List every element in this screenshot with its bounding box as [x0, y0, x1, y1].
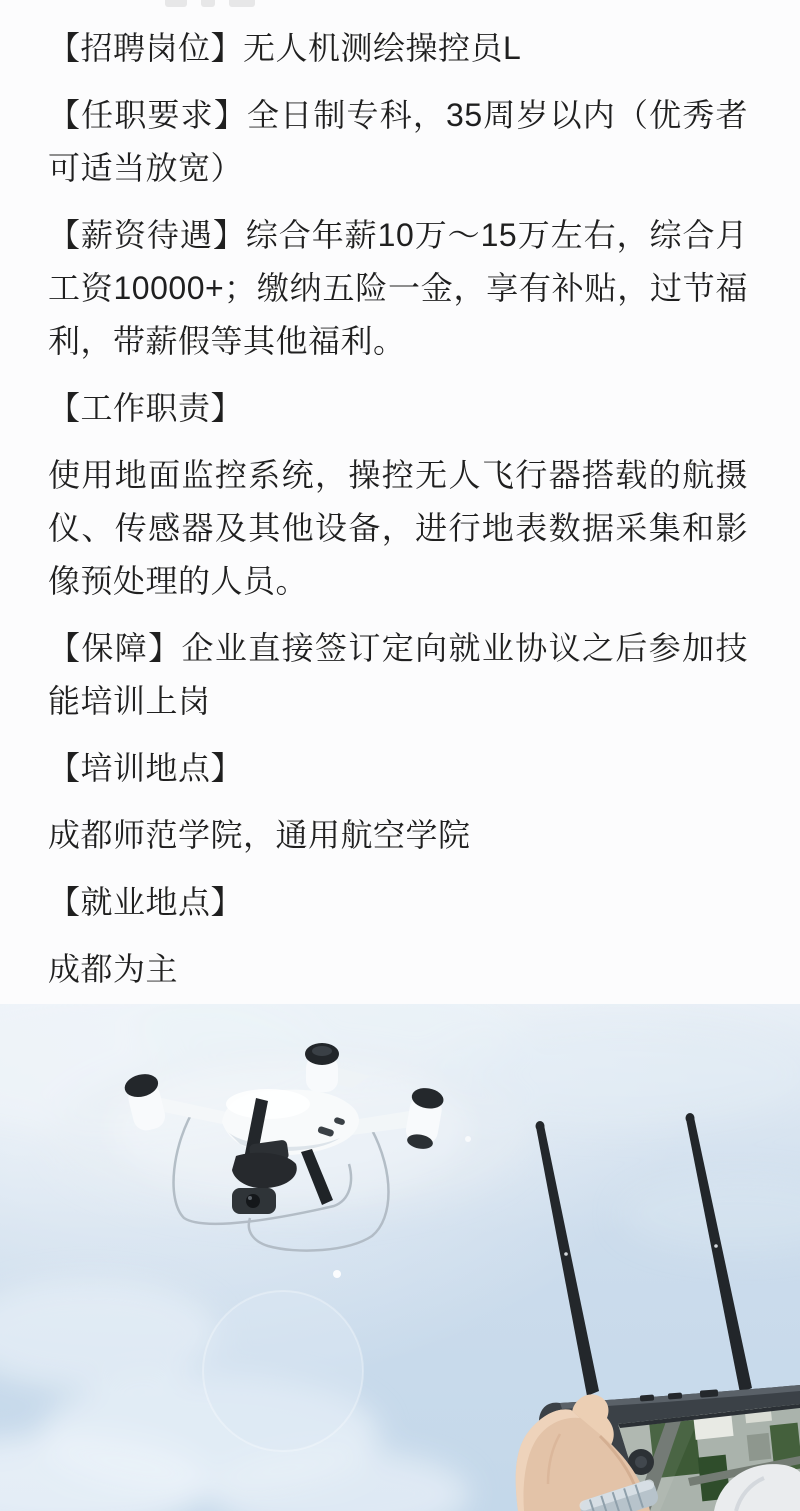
post-paragraph: 【保障】企业直接签订定向就业协议之后参加技能培训上岗 [48, 630, 748, 719]
post-paragraph: 【招聘岗位】无人机测绘操控员L [48, 30, 522, 66]
post-paragraph: 【工作职责】 [48, 390, 244, 426]
post-paragraph: 【培训地点】 [48, 750, 244, 786]
drone-photo [0, 1004, 800, 1511]
post-paragraph: 【就业地点】 [48, 884, 244, 920]
post-paragraph: 成都师范学院，通用航空学院 [48, 817, 471, 853]
post-paragraph: 【任职要求】全日制专科，35周岁以内（优秀者可适当放宽） [48, 97, 748, 186]
motor-pod [305, 1043, 339, 1092]
sparkle-dot [333, 1270, 341, 1278]
post-paragraph: 【薪资待遇】综合年薪10万～15万左右，综合月工资10000+；缴纳五险一金，享有补贴，过节福利，带薪假等其他福利。 [48, 217, 748, 359]
post-paragraph: 使用地面监控系统，操控无人飞行器搭载的航摄仪、传感器及其他设备，进行地表数据采集和影像预处理的人员。 [48, 457, 748, 599]
post-paragraph: 成都为主 [48, 951, 179, 987]
